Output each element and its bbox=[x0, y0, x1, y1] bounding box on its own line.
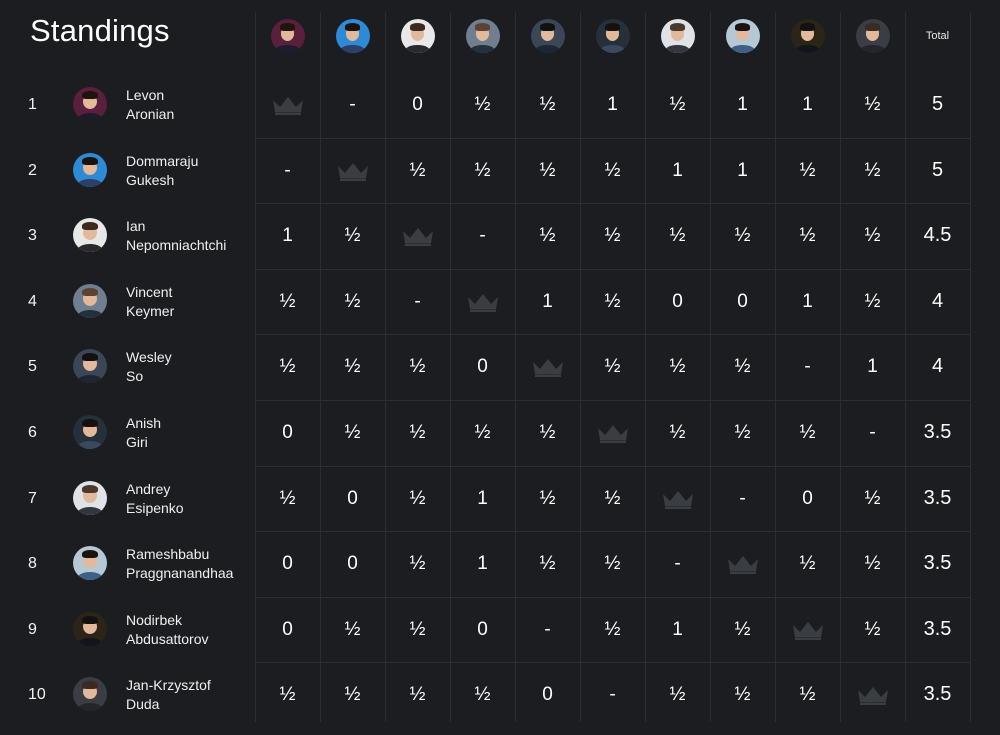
player-last-name: Gukesh bbox=[126, 171, 175, 188]
table-row[interactable] bbox=[0, 72, 1000, 137]
self-cell bbox=[775, 597, 840, 662]
score-cell: 0 bbox=[542, 683, 553, 705]
score-cell: 0 bbox=[737, 290, 748, 312]
self-cell bbox=[645, 466, 710, 531]
rank-number: 5 bbox=[28, 357, 37, 375]
player-name[interactable] bbox=[126, 400, 161, 465]
score-cell: ½ bbox=[734, 618, 751, 640]
score-cell: ½ bbox=[409, 421, 426, 443]
score-cell: ½ bbox=[799, 224, 816, 246]
score-cell: ½ bbox=[669, 93, 686, 115]
column-header-player bbox=[450, 0, 515, 72]
rank-number: 10 bbox=[28, 685, 46, 703]
score-cell: ½ bbox=[669, 224, 686, 246]
score-cell: - bbox=[544, 618, 551, 640]
score-cell: 0 bbox=[282, 618, 293, 640]
player-first-name: Anish bbox=[126, 414, 162, 431]
score-cell: 0 bbox=[347, 552, 358, 574]
player-last-name: Giri bbox=[126, 433, 148, 450]
score-cell: ½ bbox=[539, 93, 556, 115]
total-score: 5 bbox=[931, 159, 944, 181]
self-cell bbox=[450, 269, 515, 334]
total-score: 4 bbox=[931, 355, 944, 377]
table-row[interactable] bbox=[0, 662, 1000, 727]
score-cell: ½ bbox=[474, 421, 491, 443]
player-avatar bbox=[73, 218, 107, 252]
total-score: 4 bbox=[931, 290, 944, 312]
total-score: 3.5 bbox=[923, 683, 952, 705]
self-cell bbox=[385, 203, 450, 268]
column-header-player bbox=[385, 0, 450, 72]
score-cell: ½ bbox=[344, 683, 361, 705]
score-cell: ½ bbox=[864, 487, 881, 509]
player-first-name: Ian bbox=[126, 217, 146, 234]
score-cell: ½ bbox=[734, 355, 751, 377]
avatar-keymer-icon bbox=[466, 19, 500, 53]
score-cell: ½ bbox=[669, 421, 686, 443]
table-row[interactable] bbox=[0, 138, 1000, 203]
player-name[interactable] bbox=[126, 203, 226, 268]
score-cell: ½ bbox=[539, 487, 556, 509]
score-cell: ½ bbox=[344, 355, 361, 377]
total-score: 3.5 bbox=[923, 421, 952, 443]
score-cell: 1 bbox=[867, 355, 878, 377]
score-cell: 1 bbox=[477, 487, 488, 509]
score-cell: ½ bbox=[734, 224, 751, 246]
column-header bbox=[0, 0, 1000, 72]
player-first-name: Levon bbox=[126, 86, 165, 103]
self-cell bbox=[580, 400, 645, 465]
crown-icon bbox=[270, 94, 306, 116]
player-first-name: Andrey bbox=[126, 480, 171, 497]
player-avatar bbox=[73, 481, 107, 515]
score-cell: ½ bbox=[669, 683, 686, 705]
rank-number: 6 bbox=[28, 423, 37, 441]
rank-number: 4 bbox=[28, 292, 37, 310]
player-first-name: Dommaraju bbox=[126, 152, 199, 169]
score-cell: ½ bbox=[799, 683, 816, 705]
avatar-aronian-icon bbox=[271, 19, 305, 53]
score-cell: - bbox=[284, 159, 291, 181]
player-first-name: Jan-Krzysztof bbox=[126, 676, 211, 693]
avatar-praggnanandhaa-icon bbox=[726, 19, 760, 53]
score-cell: 1 bbox=[672, 159, 683, 181]
score-cell: 0 bbox=[282, 552, 293, 574]
score-cell: 1 bbox=[282, 224, 293, 246]
column-header-player bbox=[840, 0, 905, 72]
score-cell: ½ bbox=[279, 290, 296, 312]
score-cell: ½ bbox=[279, 487, 296, 509]
rank-number: 8 bbox=[28, 554, 37, 572]
score-cell: ½ bbox=[864, 159, 881, 181]
table-row[interactable] bbox=[0, 466, 1000, 531]
avatar-giri-icon bbox=[596, 19, 630, 53]
player-avatar bbox=[73, 677, 107, 711]
score-cell: ½ bbox=[604, 552, 621, 574]
crown-icon bbox=[855, 684, 891, 706]
column-header-player bbox=[320, 0, 385, 72]
score-cell: ½ bbox=[864, 290, 881, 312]
avatar-so-icon bbox=[73, 349, 107, 383]
player-last-name: So bbox=[126, 367, 144, 384]
player-name[interactable] bbox=[126, 334, 172, 399]
avatar-nepomniachtchi-icon bbox=[401, 19, 435, 53]
avatar-keymer-icon bbox=[73, 284, 107, 318]
player-avatar bbox=[73, 349, 107, 383]
crown-icon bbox=[400, 225, 436, 247]
score-cell: ½ bbox=[734, 683, 751, 705]
page-title: Standings bbox=[30, 13, 170, 48]
score-cell: ½ bbox=[604, 290, 621, 312]
player-first-name: Rameshbabu bbox=[126, 545, 210, 562]
self-cell bbox=[320, 138, 385, 203]
crown-icon bbox=[725, 553, 761, 575]
crown-icon bbox=[660, 488, 696, 510]
score-cell: - bbox=[609, 683, 616, 705]
score-cell: ½ bbox=[474, 159, 491, 181]
table-row[interactable] bbox=[0, 531, 1000, 596]
crown-icon bbox=[530, 356, 566, 378]
total-score: 5 bbox=[931, 93, 944, 115]
player-last-name: Nepomniachtchi bbox=[126, 236, 227, 253]
score-cell: 1 bbox=[737, 159, 748, 181]
avatar-so-icon bbox=[531, 19, 565, 53]
score-cell: 0 bbox=[412, 93, 423, 115]
score-cell: ½ bbox=[409, 487, 426, 509]
score-cell: ½ bbox=[604, 487, 621, 509]
score-cell: ½ bbox=[604, 159, 621, 181]
score-cell: - bbox=[349, 93, 356, 115]
score-cell: ½ bbox=[409, 683, 426, 705]
column-header-player bbox=[710, 0, 775, 72]
player-avatar bbox=[73, 546, 107, 580]
score-cell: ½ bbox=[539, 159, 556, 181]
avatar-gukesh-icon bbox=[73, 153, 107, 187]
avatar-nepomniachtchi-icon bbox=[73, 218, 107, 252]
table-row[interactable] bbox=[0, 597, 1000, 662]
player-last-name: Praggnanandhaa bbox=[126, 564, 234, 581]
player-last-name: Abdusattorov bbox=[126, 630, 209, 647]
self-cell bbox=[840, 662, 905, 727]
score-cell: - bbox=[739, 487, 746, 509]
total-score: 3.5 bbox=[923, 487, 952, 509]
avatar-duda-icon bbox=[856, 19, 890, 53]
score-cell: ½ bbox=[344, 618, 361, 640]
column-header-player bbox=[775, 0, 840, 72]
score-cell: 0 bbox=[672, 290, 683, 312]
score-cell: - bbox=[869, 421, 876, 443]
table-row[interactable] bbox=[0, 334, 1000, 399]
crown-icon bbox=[465, 291, 501, 313]
score-cell: - bbox=[479, 224, 486, 246]
player-name[interactable] bbox=[126, 72, 174, 137]
crown-icon bbox=[335, 160, 371, 182]
avatar-aronian-icon bbox=[73, 87, 107, 121]
score-cell: ½ bbox=[864, 93, 881, 115]
rank-number: 9 bbox=[28, 620, 37, 638]
rank-number: 3 bbox=[28, 226, 37, 244]
score-cell: ½ bbox=[604, 355, 621, 377]
score-cell: ½ bbox=[474, 93, 491, 115]
score-cell: ½ bbox=[539, 552, 556, 574]
avatar-esipenko-icon bbox=[661, 19, 695, 53]
self-cell bbox=[255, 72, 320, 137]
avatar-abdusattorov-icon bbox=[791, 19, 825, 53]
player-first-name: Vincent bbox=[126, 283, 173, 300]
score-cell: 0 bbox=[347, 487, 358, 509]
score-cell: 0 bbox=[477, 355, 488, 377]
player-avatar bbox=[73, 284, 107, 318]
player-avatar bbox=[73, 415, 107, 449]
score-cell: - bbox=[414, 290, 421, 312]
self-cell bbox=[710, 531, 775, 596]
score-cell: 0 bbox=[477, 618, 488, 640]
score-cell: ½ bbox=[474, 683, 491, 705]
score-cell: ½ bbox=[409, 159, 426, 181]
score-cell: ½ bbox=[669, 355, 686, 377]
score-cell: - bbox=[804, 355, 811, 377]
total-score: 4.5 bbox=[923, 224, 952, 246]
score-cell: ½ bbox=[604, 618, 621, 640]
score-cell: ½ bbox=[799, 159, 816, 181]
table-row[interactable] bbox=[0, 269, 1000, 334]
score-cell: ½ bbox=[799, 552, 816, 574]
score-cell: 1 bbox=[802, 290, 813, 312]
player-first-name: Wesley bbox=[126, 348, 172, 365]
player-name[interactable] bbox=[126, 597, 209, 662]
column-header-player bbox=[255, 0, 320, 72]
avatar-praggnanandhaa-icon bbox=[73, 546, 107, 580]
player-first-name: Nodirbek bbox=[126, 611, 183, 628]
score-cell: ½ bbox=[539, 421, 556, 443]
player-last-name: Keymer bbox=[126, 302, 175, 319]
score-cell: 1 bbox=[802, 93, 813, 115]
column-header-player bbox=[645, 0, 710, 72]
total-header: Total bbox=[925, 30, 950, 42]
table-row[interactable] bbox=[0, 400, 1000, 465]
player-last-name: Esipenko bbox=[126, 499, 184, 516]
player-last-name: Aronian bbox=[126, 105, 175, 122]
avatar-esipenko-icon bbox=[73, 481, 107, 515]
score-cell: ½ bbox=[409, 618, 426, 640]
score-cell: ½ bbox=[604, 224, 621, 246]
rank-number: 1 bbox=[28, 95, 37, 113]
score-cell: 1 bbox=[672, 618, 683, 640]
table-row[interactable] bbox=[0, 203, 1000, 268]
player-name[interactable] bbox=[126, 531, 233, 596]
score-cell: ½ bbox=[734, 421, 751, 443]
score-cell: 1 bbox=[737, 93, 748, 115]
score-cell: ½ bbox=[279, 683, 296, 705]
score-cell: 1 bbox=[607, 93, 618, 115]
total-score: 3.5 bbox=[923, 618, 952, 640]
rank-number: 7 bbox=[28, 489, 37, 507]
column-header-player bbox=[515, 0, 580, 72]
column-header-player bbox=[580, 0, 645, 72]
total-score: 3.5 bbox=[923, 552, 952, 574]
score-cell: ½ bbox=[539, 224, 556, 246]
score-cell: ½ bbox=[279, 355, 296, 377]
score-cell: ½ bbox=[344, 290, 361, 312]
avatar-abdusattorov-icon bbox=[73, 612, 107, 646]
crown-icon bbox=[595, 422, 631, 444]
player-name[interactable] bbox=[126, 269, 174, 334]
crown-icon bbox=[790, 619, 826, 641]
avatar-giri-icon bbox=[73, 415, 107, 449]
score-cell: 1 bbox=[542, 290, 553, 312]
score-cell: ½ bbox=[864, 224, 881, 246]
player-last-name: Duda bbox=[126, 695, 160, 712]
avatar-gukesh-icon bbox=[336, 19, 370, 53]
avatar-duda-icon bbox=[73, 677, 107, 711]
player-avatar bbox=[73, 87, 107, 121]
player-name[interactable] bbox=[126, 138, 198, 203]
score-cell: 1 bbox=[477, 552, 488, 574]
self-cell bbox=[515, 334, 580, 399]
score-cell: - bbox=[674, 552, 681, 574]
score-cell: 0 bbox=[802, 487, 813, 509]
player-name[interactable] bbox=[126, 466, 184, 531]
score-cell: ½ bbox=[344, 421, 361, 443]
score-cell: ½ bbox=[409, 552, 426, 574]
score-cell: ½ bbox=[409, 355, 426, 377]
score-cell: 0 bbox=[282, 421, 293, 443]
player-name[interactable] bbox=[126, 662, 211, 727]
rank-number: 2 bbox=[28, 161, 37, 179]
player-avatar bbox=[73, 153, 107, 187]
score-cell: ½ bbox=[864, 618, 881, 640]
score-cell: ½ bbox=[344, 224, 361, 246]
score-cell: ½ bbox=[799, 421, 816, 443]
player-avatar bbox=[73, 612, 107, 646]
score-cell: ½ bbox=[864, 552, 881, 574]
